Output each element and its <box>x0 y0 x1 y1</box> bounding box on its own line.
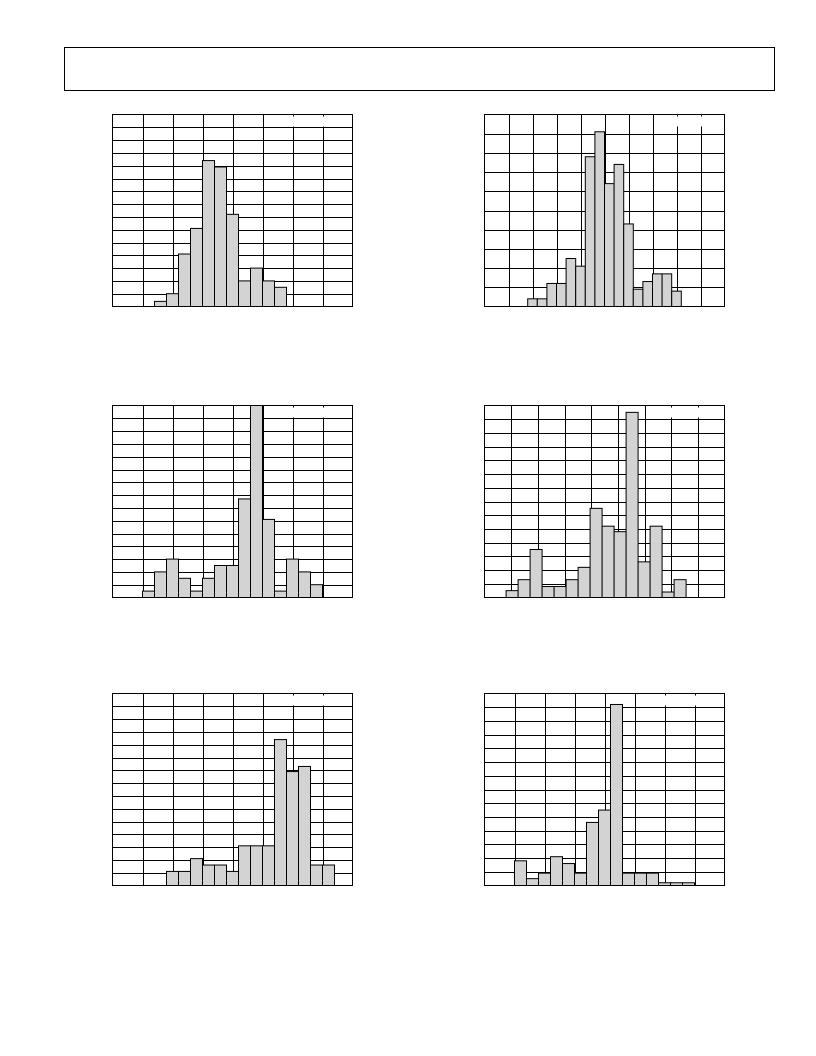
histogram-bar <box>551 857 563 886</box>
histogram-bar <box>251 268 263 306</box>
legend-box <box>293 117 351 127</box>
histogram-chart-1 <box>112 114 353 307</box>
histogram-bar <box>251 846 263 886</box>
histogram-bar <box>263 281 275 307</box>
histogram-bar <box>587 822 599 885</box>
histogram-bar <box>263 846 275 886</box>
histogram-bar <box>167 294 179 307</box>
histogram-bar <box>602 526 614 597</box>
histogram-bar <box>624 224 634 307</box>
histogram-bar <box>662 592 674 597</box>
histogram-bar <box>575 873 587 885</box>
histogram-bar <box>662 274 672 307</box>
histogram-bar <box>674 580 686 598</box>
histogram-bar <box>653 274 663 307</box>
histogram-bar <box>215 566 227 598</box>
histogram-bar <box>179 578 191 597</box>
histogram-bar <box>275 287 287 306</box>
histogram-bar <box>626 412 638 597</box>
histogram-bar <box>167 559 179 597</box>
plot-frame <box>113 694 353 886</box>
legend-box <box>665 408 723 418</box>
histogram-bar <box>563 864 575 886</box>
histogram-bar <box>528 299 538 307</box>
histogram-bar <box>287 559 299 597</box>
histogram-bar <box>311 865 323 885</box>
histogram-bar <box>179 871 191 885</box>
histogram-bar <box>547 283 557 306</box>
histogram-bar <box>576 266 586 306</box>
histogram-bar <box>614 532 626 598</box>
histogram-bar <box>239 499 251 598</box>
histogram-bar <box>239 281 251 307</box>
page-header-box <box>64 47 775 91</box>
histogram-bar <box>275 591 287 597</box>
histogram-bar <box>554 587 566 598</box>
histogram-bar <box>191 228 203 306</box>
histogram-bar <box>251 406 263 598</box>
histogram-bar <box>566 259 576 307</box>
histogram-bar <box>227 214 239 306</box>
histogram-bar <box>566 580 578 598</box>
histogram-bar <box>239 846 251 886</box>
histogram-bar <box>227 566 239 598</box>
histogram-bar <box>527 879 539 886</box>
histogram-bar <box>191 591 203 597</box>
histogram-bar <box>515 861 527 886</box>
histogram-bar <box>215 865 227 885</box>
histogram-bar <box>203 161 215 307</box>
histogram-bar <box>299 572 311 598</box>
histogram-bar <box>506 591 518 598</box>
histogram-bar <box>585 157 595 307</box>
histogram-bar <box>537 299 547 307</box>
histogram-bar <box>518 580 530 598</box>
histogram-bar <box>299 766 311 885</box>
histogram-bar <box>227 871 239 885</box>
histogram-bar <box>638 562 650 598</box>
legend-box <box>293 408 351 418</box>
histogram-bar <box>595 132 605 307</box>
histogram-bar <box>179 254 191 306</box>
histogram-bar <box>203 578 215 597</box>
histogram-bar <box>323 865 335 885</box>
histogram-bar <box>578 567 590 597</box>
histogram-bar <box>635 873 647 885</box>
histogram-bar <box>311 585 323 598</box>
histogram-chart-5 <box>112 693 353 886</box>
histogram-bar <box>557 283 567 306</box>
histogram-bar <box>647 873 659 885</box>
histogram-bar <box>203 865 215 885</box>
histogram-bar <box>643 282 653 307</box>
histogram-bar <box>275 740 287 886</box>
legend-box <box>665 117 723 127</box>
histogram-bar <box>605 184 615 307</box>
histogram-bar <box>650 526 662 597</box>
histogram-bar <box>287 772 299 886</box>
histogram-chart-3 <box>112 405 353 598</box>
histogram-bar <box>542 587 554 598</box>
histogram-bar <box>530 550 542 598</box>
histogram-bar <box>672 291 682 306</box>
histogram-bar <box>167 871 179 885</box>
histogram-bar <box>611 704 623 885</box>
histogram-chart-4 <box>484 405 725 598</box>
histogram-bar <box>263 519 275 597</box>
histogram-bar <box>590 508 602 597</box>
histogram-chart-6 <box>484 693 725 886</box>
histogram-bar <box>633 289 643 306</box>
histogram-bar <box>155 301 167 306</box>
legend-box <box>665 696 723 706</box>
histogram-bar <box>215 167 227 307</box>
histogram-bar <box>623 873 635 885</box>
histogram-bar <box>599 810 611 885</box>
histogram-bar <box>191 859 203 886</box>
legend-box <box>293 696 351 706</box>
histogram-bar <box>143 591 155 597</box>
histogram-bar <box>155 572 167 598</box>
histogram-bar <box>614 164 624 306</box>
histogram-bar <box>539 873 551 885</box>
histogram-chart-2 <box>484 114 725 307</box>
